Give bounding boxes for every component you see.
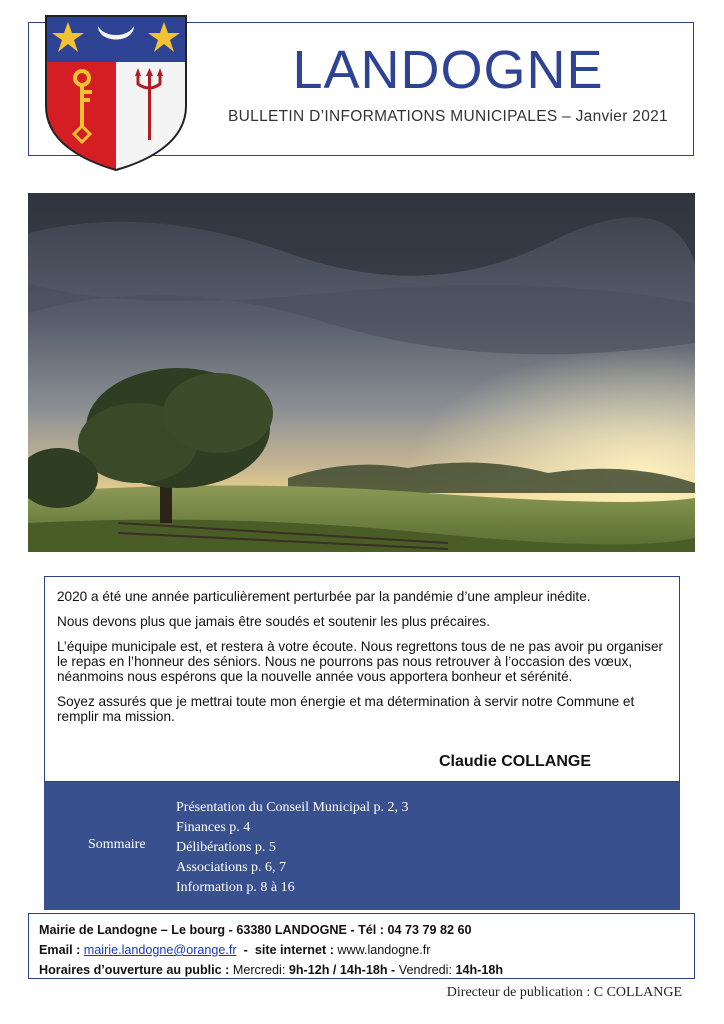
contact-email-line <box>39 940 694 960</box>
message-paragraph: Nous devons plus que jamais être soudés et soutenir les plus précaires. <box>57 614 490 629</box>
hours-day-wednesday: Mercredi: <box>232 963 286 977</box>
landscape-photo <box>28 193 695 552</box>
summary-item: Associations p. 6, 7 <box>176 860 287 875</box>
contact-info <box>28 913 695 979</box>
email-label: Email : <box>39 943 81 957</box>
mayor-message <box>44 576 680 782</box>
summary-item: Présentation du Conseil Municipal p. 2, 3 <box>176 800 409 815</box>
page-title: LANDOGNE <box>292 40 604 100</box>
hours-label: Horaires d’ouverture au public : <box>39 963 230 977</box>
table-of-contents <box>44 782 680 910</box>
contact-address: Mairie de Landogne – Le bourg - 63380 LANDOGNE - Tél : 04 73 79 82 60 <box>39 923 472 937</box>
opening-hours <box>39 960 694 980</box>
summary-list <box>176 798 409 898</box>
hours-time-wednesday: 9h-12h / 14h-18h - <box>288 963 396 977</box>
summary-item: Délibérations p. 5 <box>176 840 276 855</box>
coat-of-arms-logo <box>44 14 188 172</box>
summary-item: Finances p. 4 <box>176 820 251 835</box>
hours-time-friday: 14h-18h <box>455 963 504 977</box>
publication-director: Directeur de publication : C COLLANGE <box>446 985 682 1000</box>
summary-label: Sommaire <box>88 837 146 852</box>
site-separator: - <box>243 943 248 957</box>
message-paragraph: 2020 a été une année particulièrement perturbée par la pandémie d’une ampleur inédite. <box>57 589 591 604</box>
message-paragraph: Soyez assurés que je mettrai toute mon énergie et ma détermination à servir notre Commune et remplir ma mission. <box>57 694 635 724</box>
site-url: www.landogne.fr <box>337 943 431 957</box>
site-label: site internet : <box>254 943 334 957</box>
page-subtitle: BULLETIN D’INFORMATIONS MUNICIPALES – Janvier 2021 <box>228 108 668 125</box>
message-paragraph: L’équipe municipale est, et restera à votre écoute. Nous regrettons tous de ne pas avoir pu organiser le repas en l’honneur des séniors. Nous ne pourrons pas nous retrouver à l’occasion des vœux, néanmoins nous espérons que la nouvelle année vous apportera bonheur et sérénité. <box>57 639 664 684</box>
summary-item: Information p. 8 à 16 <box>176 880 295 895</box>
message-signature: Claudie COLLANGE <box>438 753 591 770</box>
email-link[interactable]: mairie.landogne@orange.fr <box>83 943 237 957</box>
hours-day-friday: Vendredi: <box>398 963 452 977</box>
